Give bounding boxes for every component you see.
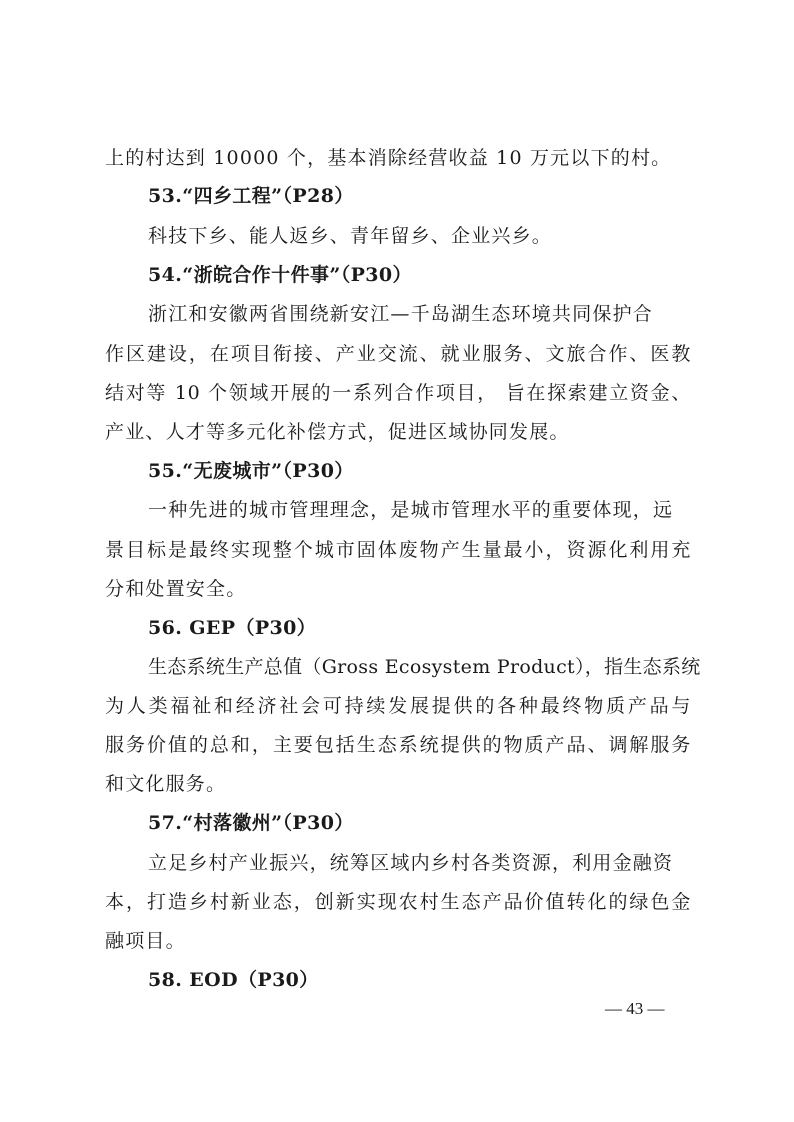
paragraph-57-line-1: 立足乡村产业振兴，统筹区域内乡村各类资源，利用金融资 [148,852,674,874]
heading-56: 56. GEP（P30） [148,617,317,639]
paragraph-53-line-1: 科技下乡、能人返乡、青年留乡、企业兴乡。 [148,225,553,247]
paragraph-55-line-1: 一种先进的城市管理理念，是城市管理水平的重要体现，远 [148,499,674,521]
paragraph-56-line-2: 为人类福祉和经济社会可持续发展提供的各种最终物质产品与 [105,695,691,717]
paragraph-54-line-1: 浙江和安徽两省围绕新安江—千岛湖生态环境共同保护合 [148,303,654,325]
paragraph-57-line-2: 本，打造乡村新业态，创新实现农村生态产品价值转化的绿色金 [105,891,691,913]
paragraph-55-line-3: 分和处置安全。 [105,578,247,600]
heading-58: 58. EOD（P30） [148,969,319,991]
paragraph-56-line-4: 和文化服务。 [105,773,227,795]
heading-55: 55.“无废城市”（P30） [148,460,354,482]
paragraph-56-line-1: 生态系统生产总值（Gross Ecosystem Product），指生态系统 [148,656,701,678]
paragraph-52-line-4: 上的村达到 10000 个，基本消除经营收益 10 万元以下的村。 [105,147,672,169]
paragraph-57-line-3: 融项目。 [105,930,186,952]
paragraph-54-line-2: 作区建设，在项目衔接、产业交流、就业服务、文旅合作、医教 [105,343,691,365]
heading-57: 57.“村落徽州”（P30） [148,812,354,834]
page-number: — 43 — [605,999,665,1018]
paragraph-55-line-2: 景目标是最终实现整个城市固体废物产生量最小，资源化利用充 [105,539,691,561]
heading-54: 54.“浙皖合作十件事”（P30） [148,264,412,286]
paragraph-54-line-3: 结对等 10 个领域开展的一系列合作项目， 旨在探索建立资金、 [105,382,691,404]
paragraph-54-line-4: 产业、人才等多元化补偿方式，促进区域协同发展。 [105,421,570,443]
paragraph-56-line-3: 服务价值的总和，主要包括生态系统提供的物质产品、调解服务 [105,734,691,756]
heading-53: 53.“四乡工程”（P28） [148,185,354,207]
